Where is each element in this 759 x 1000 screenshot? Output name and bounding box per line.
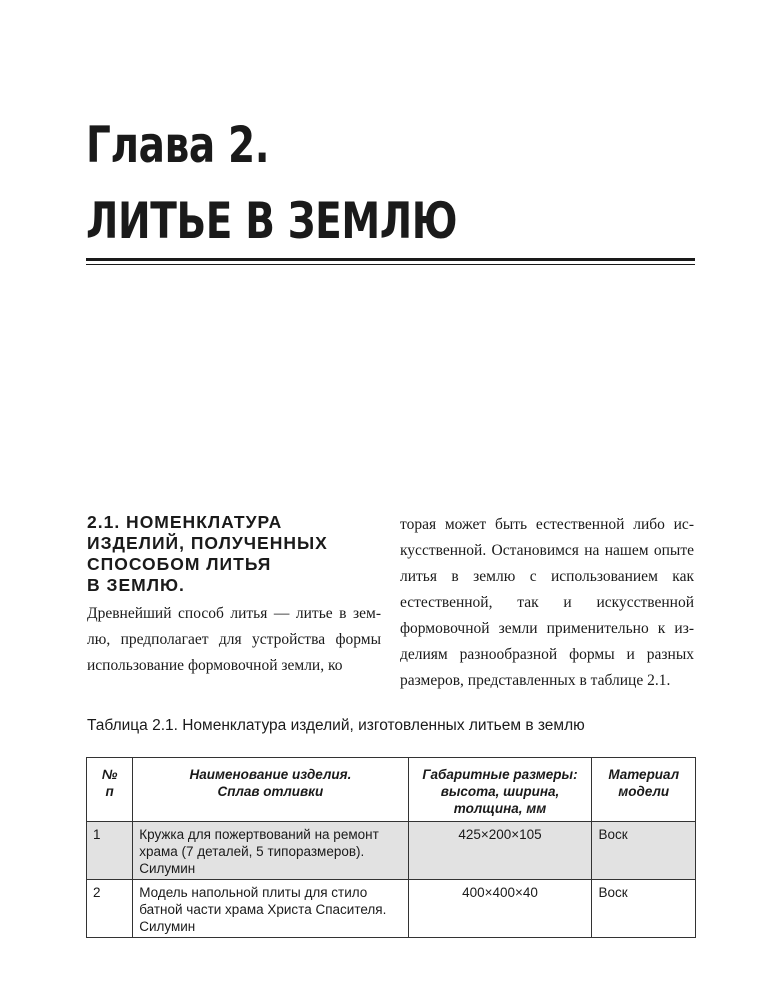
chapter-number: Глава 2. xyxy=(86,116,270,174)
header-dims-line: высота, ширина, xyxy=(440,784,560,799)
row-name-line: батной части храма Христа Спасителя. xyxy=(139,902,387,917)
table-caption: Таблица 2.1. Номенклатура изделий, изготовленных литьем в землю xyxy=(87,717,585,734)
header-dims-line: Габаритные размеры: xyxy=(422,767,578,782)
header-material-line: Материал xyxy=(608,767,680,782)
row-material: Воск xyxy=(592,880,696,938)
header-material xyxy=(592,758,696,822)
left-column xyxy=(87,512,381,679)
row-name-line: храма (7 деталей, 5 типоразмеров). xyxy=(139,844,365,859)
table-header-row xyxy=(87,758,696,822)
header-num-line: п xyxy=(105,784,114,799)
chapter-title xyxy=(86,107,457,259)
left-body-text: Древнейший способ литья — литье в землю, предполагает для устройства формы использование формовочной земли, ко xyxy=(87,605,381,674)
header-name-line: Сплав отливки xyxy=(217,784,324,799)
section-heading-line: ИЗДЕЛИЙ, ПОЛУЧЕННЫХ xyxy=(87,533,328,553)
header-dims-line: толщина, мм xyxy=(453,801,547,816)
nomenclature-table xyxy=(86,757,696,938)
section-heading-line: В ЗЕМЛЮ. xyxy=(87,575,185,595)
right-column xyxy=(400,512,694,694)
section-heading-line: СПОСОБОМ ЛИТЬЯ xyxy=(87,554,272,574)
header-dims xyxy=(408,758,592,822)
title-rule-thick xyxy=(86,258,695,261)
header-num xyxy=(87,758,133,822)
right-body-text: торая может быть естественной либо искусственной. Остановимся на нашем опыте литья в землю с использованием как естественной, так и искусственной формовочной земли применительно к изделиям разнообразной формы и разных размеров, представленных в таблице 2.1. xyxy=(400,516,694,689)
header-num-line: № xyxy=(101,767,118,782)
header-name-line: Наименование изделия. xyxy=(189,767,352,782)
section-heading-line: 2.1. НОМЕНКЛАТУРА xyxy=(87,512,283,532)
row-name-line: Силумин xyxy=(139,919,196,934)
section-heading xyxy=(87,512,381,596)
row-name-line: Модель напольной плиты для стило xyxy=(139,885,368,900)
row-name xyxy=(133,822,408,880)
table-row xyxy=(87,880,696,938)
row-dims: 425×200×105 xyxy=(408,822,592,880)
title-rule-thin xyxy=(86,264,695,265)
row-num: 1 xyxy=(87,822,133,880)
row-material: Воск xyxy=(592,822,696,880)
chapter-name: ЛИТЬЕ В ЗЕМЛЮ xyxy=(86,192,458,250)
table-row xyxy=(87,822,696,880)
row-name-line: Силумин xyxy=(139,861,196,876)
row-name xyxy=(133,880,408,938)
row-dims: 400×400×40 xyxy=(408,880,592,938)
header-material-line: модели xyxy=(618,784,670,799)
header-name xyxy=(133,758,408,822)
row-num: 2 xyxy=(87,880,133,938)
row-name-line: Кружка для пожертвований на ремонт xyxy=(139,827,379,842)
